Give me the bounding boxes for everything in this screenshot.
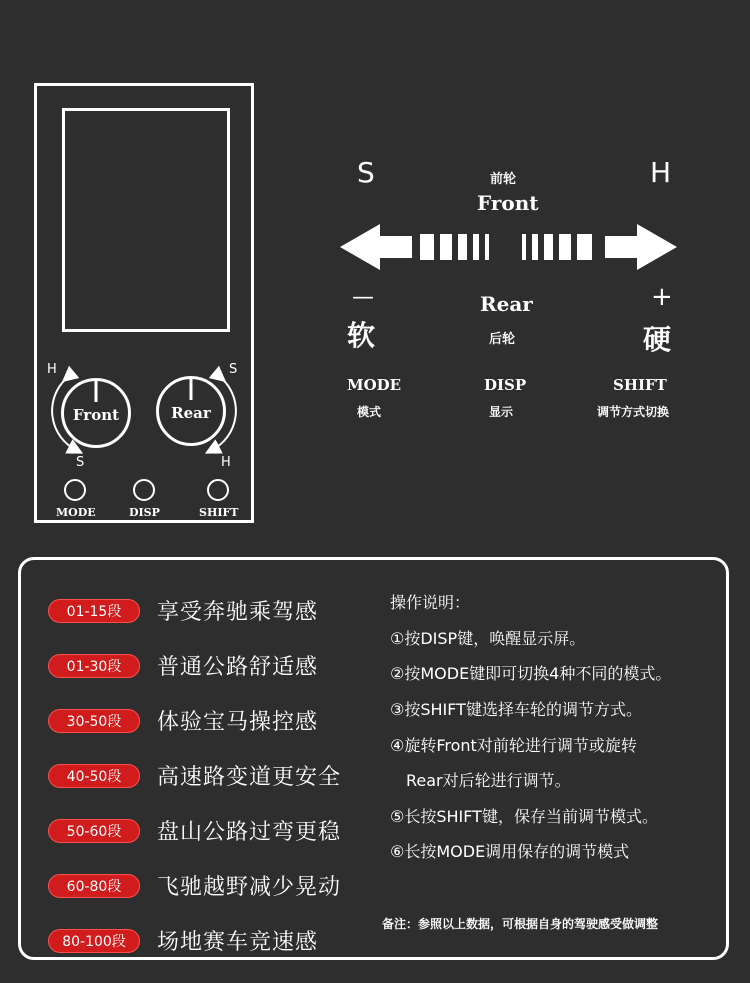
scale-segment — [522, 234, 526, 260]
instruction-step: ②按MODE键即可切换4种不同的模式。 — [390, 664, 672, 683]
range-description: 高速路变道更安全 — [157, 765, 342, 790]
left-arrow-icon — [340, 224, 412, 270]
instruction-step: ③按SHIFT键选择车轮的调节方式。 — [390, 700, 642, 719]
instructions-title: 操作说明： — [390, 593, 471, 612]
right-arrow-icon — [605, 224, 677, 270]
range-description: 盘山公路过弯更稳 — [157, 820, 342, 845]
scale-segment — [420, 234, 434, 260]
instruction-step: Rear对后轮进行调节。 — [406, 771, 571, 790]
range-badge: 40-50段 — [48, 764, 140, 788]
range-badge: 80-100段 — [48, 929, 140, 953]
range-list — [48, 583, 368, 968]
shift-button[interactable] — [207, 479, 229, 501]
range-badge: 30-50段 — [48, 709, 140, 733]
hard-letter: H — [650, 156, 672, 189]
minus-sign: — — [352, 285, 374, 310]
shift-button-label: SHIFT — [199, 506, 239, 519]
rear-knob-label: Rear — [171, 404, 211, 422]
instruction-step: ①按DISP键，唤醒显示屏。 — [390, 629, 586, 648]
front-knob-bottom-mark: S — [76, 455, 85, 470]
soft-label: 软 — [347, 319, 376, 352]
rear-knob-indicator — [190, 378, 193, 400]
scale-segment — [473, 234, 479, 260]
scale-segment — [458, 234, 467, 260]
rear-en-label: Rear — [480, 292, 533, 316]
front-cn-label: 前轮 — [490, 172, 517, 187]
range-row — [48, 693, 368, 748]
instruction-step: ④旋转Front对前轮进行调节或旋转 — [390, 736, 637, 755]
hard-label: 硬 — [643, 323, 672, 356]
front-knob[interactable] — [61, 378, 131, 448]
instruction-step: ⑥长按MODE调用保存的调节模式 — [390, 842, 630, 861]
front-en-label: Front — [477, 191, 539, 215]
rear-knob-bottom-mark: H — [221, 455, 231, 470]
instructions-note: 备注：参照以上数据，可根据自身的驾驶感受做调整 — [382, 917, 659, 931]
front-knob-indicator — [95, 380, 98, 402]
rear-knob[interactable] — [156, 376, 226, 446]
disp-button[interactable] — [133, 479, 155, 501]
rear-cn-label: 后轮 — [489, 332, 516, 347]
range-badge: 60-80段 — [48, 874, 140, 898]
range-row — [48, 803, 368, 858]
range-row — [48, 638, 368, 693]
rear-knob-top-mark: S — [229, 362, 238, 377]
legend-mode-cn: 模式 — [357, 405, 382, 419]
scale-segment — [544, 234, 553, 260]
range-description: 享受奔驰乘驾感 — [157, 600, 319, 625]
mode-button[interactable] — [64, 479, 86, 501]
range-badge: 01-30段 — [48, 654, 140, 678]
range-row — [48, 583, 368, 638]
range-description: 飞驰越野减少晃动 — [157, 875, 342, 900]
range-description: 普通公路舒适感 — [157, 655, 319, 680]
mode-button-label: MODE — [56, 506, 96, 519]
display-screen — [62, 108, 230, 332]
instruction-step: ⑤长按SHIFT键，保存当前调节模式。 — [390, 807, 658, 826]
range-description: 体验宝马操控感 — [157, 710, 319, 735]
range-badge: 50-60段 — [48, 819, 140, 843]
range-row — [48, 913, 368, 968]
adjustment-scale-arrow — [340, 222, 680, 272]
scale-segment — [485, 234, 489, 260]
range-row — [48, 858, 368, 913]
legend-disp-en: DISP — [484, 376, 527, 394]
legend-shift-cn: 调节方式切换 — [597, 405, 670, 419]
scale-segment — [577, 234, 592, 260]
legend-disp-cn: 显示 — [489, 405, 514, 419]
range-row — [48, 748, 368, 803]
legend-mode-en: MODE — [347, 376, 402, 394]
legend-shift-en: SHIFT — [613, 376, 667, 394]
scale-segment — [440, 234, 452, 260]
range-description: 场地赛车竞速感 — [157, 930, 319, 955]
scale-segment — [559, 234, 571, 260]
plus-sign: + — [651, 282, 673, 312]
scale-segment — [532, 234, 538, 260]
front-knob-top-mark: H — [47, 362, 57, 377]
soft-letter: S — [357, 156, 375, 189]
front-knob-label: Front — [72, 406, 120, 424]
range-badge: 01-15段 — [48, 599, 140, 623]
disp-button-label: DISP — [129, 506, 160, 519]
